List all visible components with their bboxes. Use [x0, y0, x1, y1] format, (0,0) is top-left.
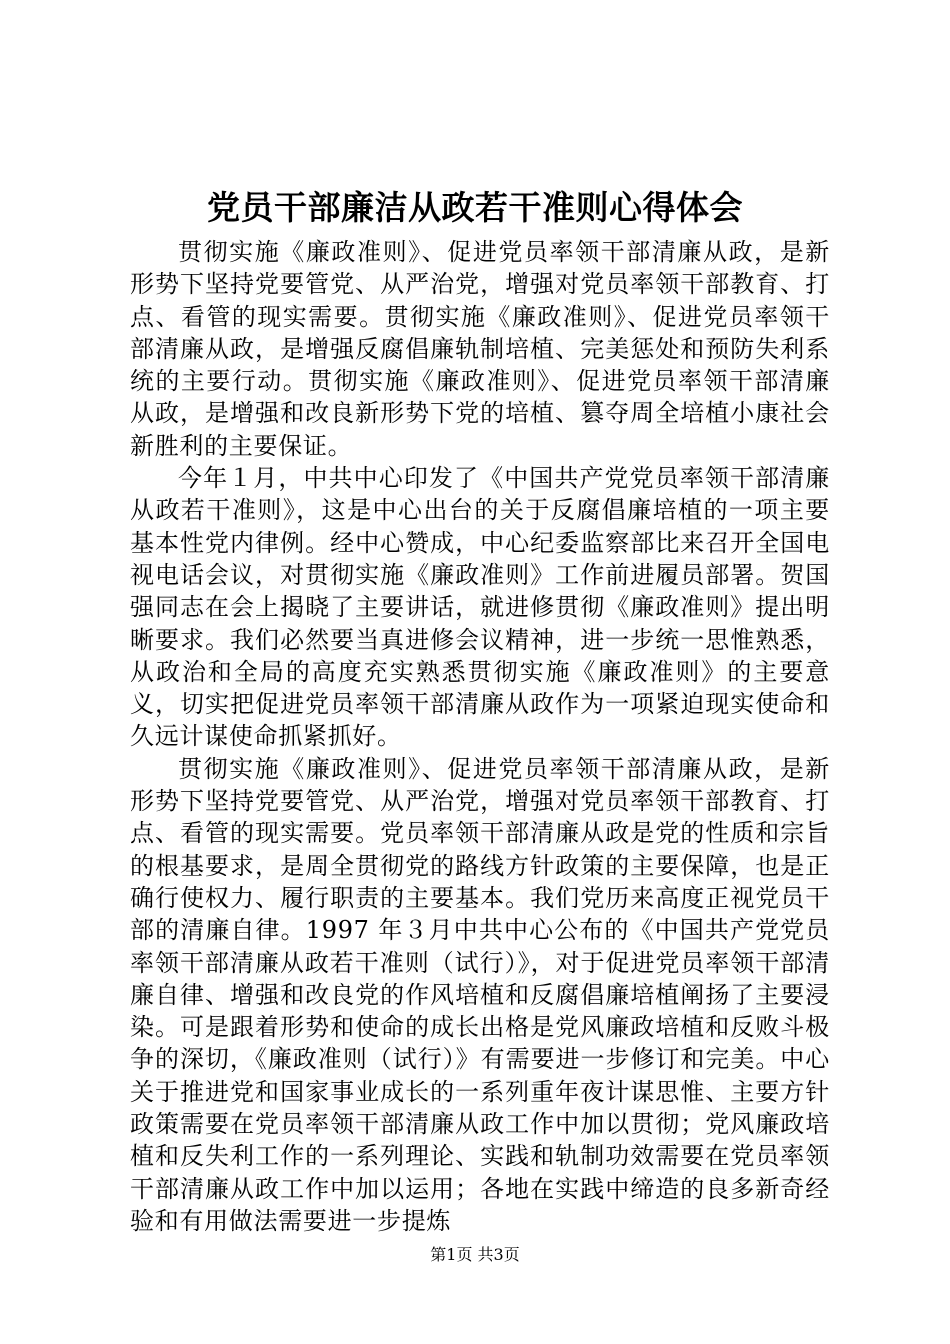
paragraph-2: 今年１月，中共中心印发了《中国共产党党员率领干部清廉从政若干准则》，这是中心出台的关于反腐倡廉培植的一项主要基本性党内律例。经中心赞成，中心纪委监察部比来召开全国电视电话会议，对贯彻实施《廉政准则》工作前进履员部署。贺国强同志在会上揭晓了主要讲话，就进修贯彻《廉政准则》提出明晰要求。我们必然要当真进修会议精神，进一步统一思惟熟悉，从政治和全局的高度充实熟悉贯彻实施《廉政准则》的主要意义，切实把促进党员率领干部清廉从政作为一项紧迫现实使命和久远计谋使命抓紧抓好。	[130, 464, 830, 751]
page-number-footer: 第1页 共3页	[430, 1245, 520, 1264]
paragraph-3: 贯彻实施《廉政准则》、促进党员率领干部清廉从政，是新形势下坚持党要管党、从严治党，增强对党员率领干部教育、打点、看管的现实需要。党员率领干部清廉从政是党的性质和宗旨的根基要求，是周全贯彻党的路线方针政策的主要保障，也是正确行使权力、履行职责的主要基本。我们党历来高度正视党员干部的清廉自律。1997 年３月中共中心公布的《中国共产党党员率领干部清廉从政若干准则（试行）》，对于促进党员率领干部清廉自律、增强和改良党的作风培植和反腐倡廉培植阐扬了主要浸染。可是跟着形势和使命的成长出格是党风廉政培植和反败斗极争的深切，《廉政准则（试行）》有需要进一步修订和完美。中心关于推进党和国家事业成长的一系列重年夜计谋思惟、主要方针政策需要在党员率领干部清廉从政工作中加以贯彻；党风廉政培植和反失利工作的一系列理论、实践和轨制功效需要在党员率领干部清廉从政工作中加以运用；各地在实践中缔造的良多新奇经验和有用做法需要进一步提炼	[130, 754, 830, 1235]
paragraph-1: 贯彻实施《廉政准则》、促进党员率领干部清廉从政，是新形势下坚持党要管党、从严治党，增强对党员率领干部教育、打点、看管的现实需要。贯彻实施《廉政准则》、促进党员率领干部清廉从政，是增强反腐倡廉轨制培植、完美惩处和预防失利系统的主要行动。贯彻实施《廉政准则》、促进党员率领干部清廉从政，是增强和改良新形势下党的培植、篡夺周全培植小康社会新胜利的主要保证。	[130, 238, 830, 460]
document-body	[130, 236, 830, 1237]
document-title: 党员干部廉洁从政若干准则心得体会	[207, 188, 743, 227]
